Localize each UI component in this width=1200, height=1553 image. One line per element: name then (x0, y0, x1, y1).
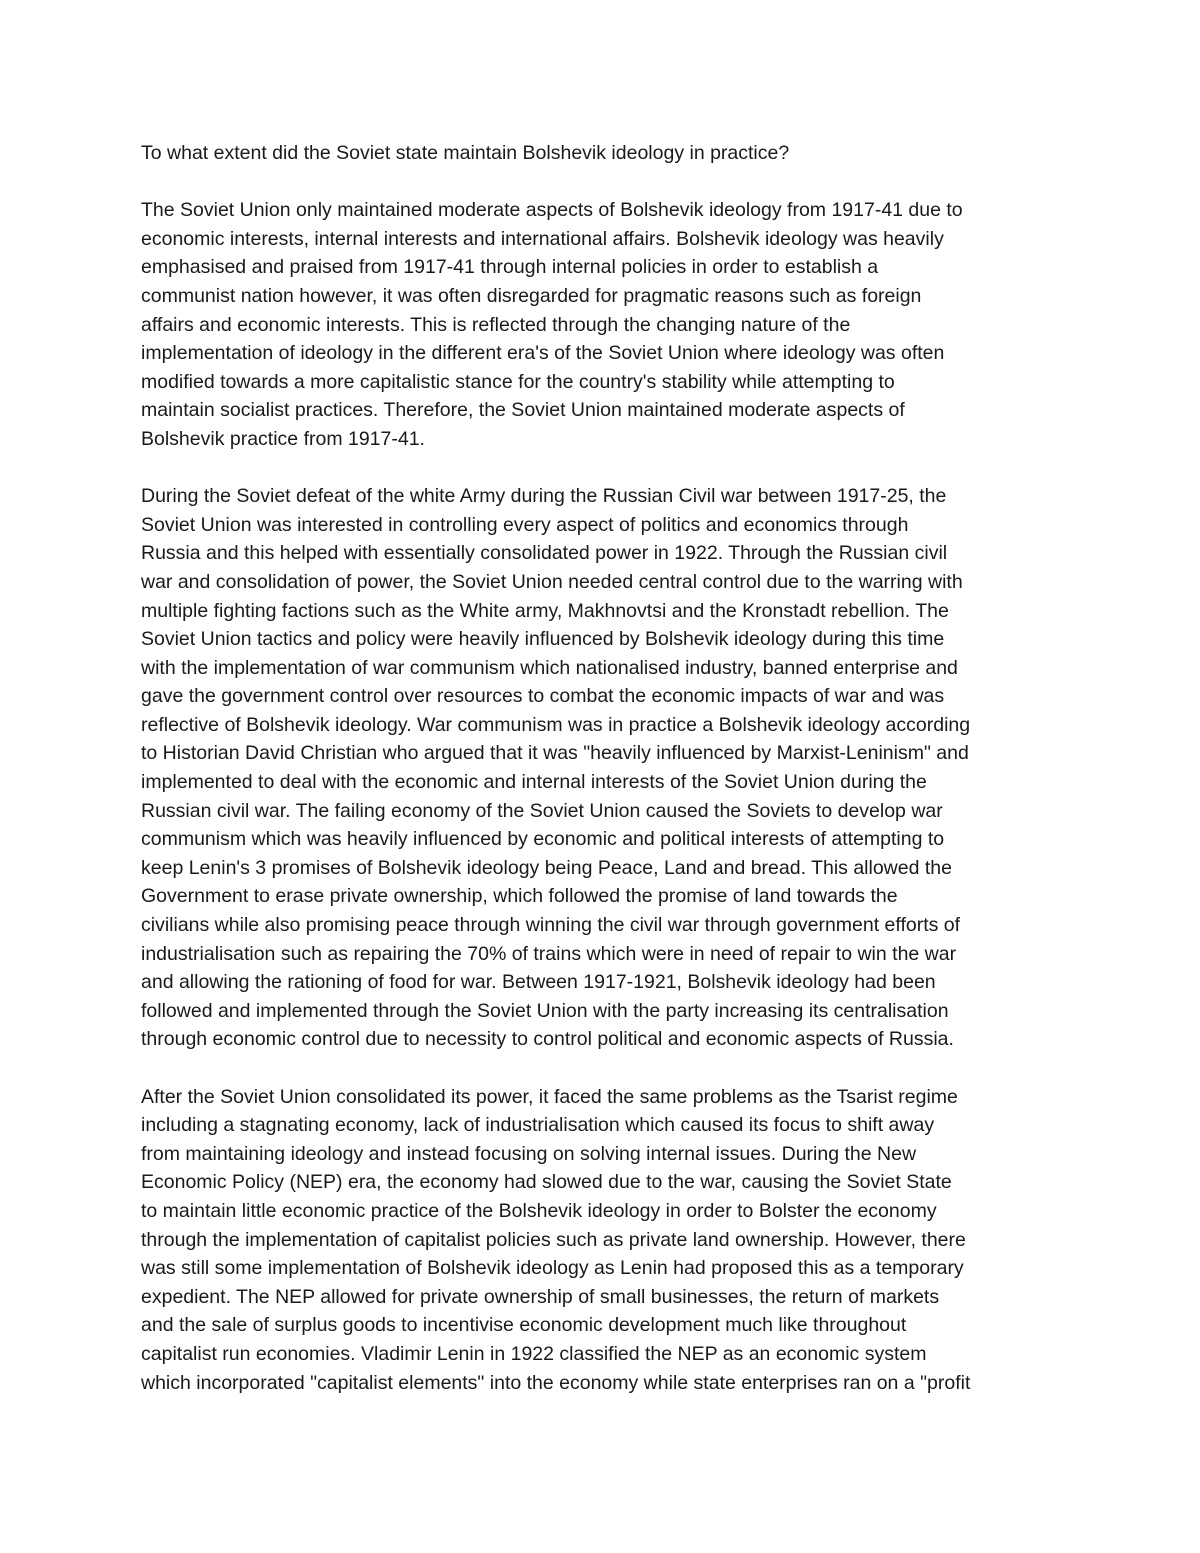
paragraph-line: Soviet Union tactics and policy were heavily influenced by Bolshevik ideology during this time (141, 628, 945, 651)
paragraph-line: industrialisation such as repairing the 70% of trains which were in need of repair to win the war (141, 942, 957, 965)
paragraph-line: emphasised and praised from 1917-41 through internal policies in order to establish a (141, 256, 879, 279)
paragraph-line: to Historian David Christian who argued that it was "heavily influenced by Marxist-Leninism" and (141, 742, 969, 765)
paragraph-line: maintain socialist practices. Therefore, the Soviet Union maintained moderate aspects of (141, 399, 905, 422)
paragraph-line: During the Soviet defeat of the white Army during the Russian Civil war between 1917-25, the (141, 485, 947, 508)
essay-paragraphs (141, 196, 1066, 1397)
paragraph-line: multiple fighting factions such as the White army, Makhnovtsi and the Kronstadt rebellion. The (141, 599, 949, 622)
paragraph-line: including a stagnating economy, lack of industrialisation which caused its focus to shift away (141, 1114, 935, 1137)
paragraph-gap (141, 1054, 1066, 1083)
paragraph-line: communism which was heavily influenced by economic and political interests of attempting to (141, 828, 945, 851)
paragraph-line: with the implementation of war communism which nationalised industry, banned enterprise and (141, 656, 958, 679)
paragraph-line: which incorporated "capitalist elements" into the economy while state enterprises ran on a "profit (141, 1371, 971, 1394)
paragraph-line: capitalist run economies. Vladimir Lenin in 1922 classified the NEP as an economic system (141, 1342, 927, 1365)
document-body (141, 139, 1066, 1397)
paragraph-line: implementation of ideology in the different era's of the Soviet Union where ideology was often (141, 342, 945, 365)
paragraph-line: economic interests, internal interests and international affairs. Bolshevik ideology was heavily (141, 227, 944, 250)
paragraph-line: Soviet Union was interested in controlling every aspect of politics and economics through (141, 513, 909, 536)
paragraph-gap (141, 454, 1066, 483)
paragraph-line: keep Lenin's 3 promises of Bolshevik ideology being Peace, Land and bread. This allowed the (141, 856, 952, 879)
paragraph-line: affairs and economic interests. This is reflected through the changing nature of the (141, 313, 851, 336)
paragraph-line: reflective of Bolshevik ideology. War communism was in practice a Bolshevik ideology according (141, 713, 971, 736)
paragraph-1 (141, 196, 1066, 453)
paragraph-line: Government to erase private ownership, which followed the promise of land towards the (141, 885, 898, 908)
paragraph-gap (141, 168, 1066, 197)
paragraph-line: from maintaining ideology and instead focusing on solving internal issues. During the New (141, 1142, 917, 1165)
paragraph-line: modified towards a more capitalistic stance for the country's stability while attempting to (141, 370, 895, 393)
paragraph-line: through the implementation of capitalist policies such as private land ownership. However, there (141, 1228, 966, 1251)
paragraph-line: expedient. The NEP allowed for private ownership of small businesses, the return of markets (141, 1285, 940, 1308)
paragraph-line: implemented to deal with the economic and internal interests of the Soviet Union during the (141, 771, 927, 794)
paragraph-line: war and consolidation of power, the Soviet Union needed central control due to the warring with (141, 570, 963, 593)
paragraph-line: The Soviet Union only maintained moderate aspects of Bolshevik ideology from 1917-41 due to (141, 199, 963, 222)
paragraph-line: was still some implementation of Bolshevik ideology as Lenin had proposed this as a temporary (141, 1257, 964, 1280)
paragraph-2 (141, 482, 1066, 1054)
paragraph-line: civilians while also promising peace through winning the civil war through government efforts of (141, 914, 961, 937)
paragraph-line: After the Soviet Union consolidated its power, it faced the same problems as the Tsarist regime (141, 1085, 958, 1108)
essay-question: To what extent did the Soviet state maintain Bolshevik ideology in practice? (141, 142, 790, 164)
paragraph-line: followed and implemented through the Soviet Union with the party increasing its centralisation (141, 999, 949, 1022)
paragraph-line: through economic control due to necessity to control political and economic aspects of Russia. (141, 1028, 954, 1051)
paragraph-line: Bolshevik practice from 1917-41. (141, 427, 425, 450)
paragraph-line: Economic Policy (NEP) era, the economy had slowed due to the war, causing the Soviet State (141, 1171, 952, 1194)
paragraph-line: communist nation however, it was often disregarded for pragmatic reasons such as foreign (141, 284, 922, 307)
paragraph-line: Russian civil war. The failing economy of the Soviet Union caused the Soviets to develop war (141, 799, 943, 822)
paragraph-line: and the sale of surplus goods to incentivise economic development much like throughout (141, 1314, 907, 1337)
paragraph-line: Russia and this helped with essentially consolidated power in 1922. Through the Russian civil (141, 542, 948, 565)
paragraph-3 (141, 1083, 1066, 1398)
paragraph-line: to maintain little economic practice of the Bolshevik ideology in order to Bolster the economy (141, 1199, 937, 1222)
paragraph-line: and allowing the rationing of food for war. Between 1917-1921, Bolshevik ideology had been (141, 971, 936, 994)
paragraph-line: gave the government control over resources to combat the economic impacts of war and was (141, 685, 945, 708)
